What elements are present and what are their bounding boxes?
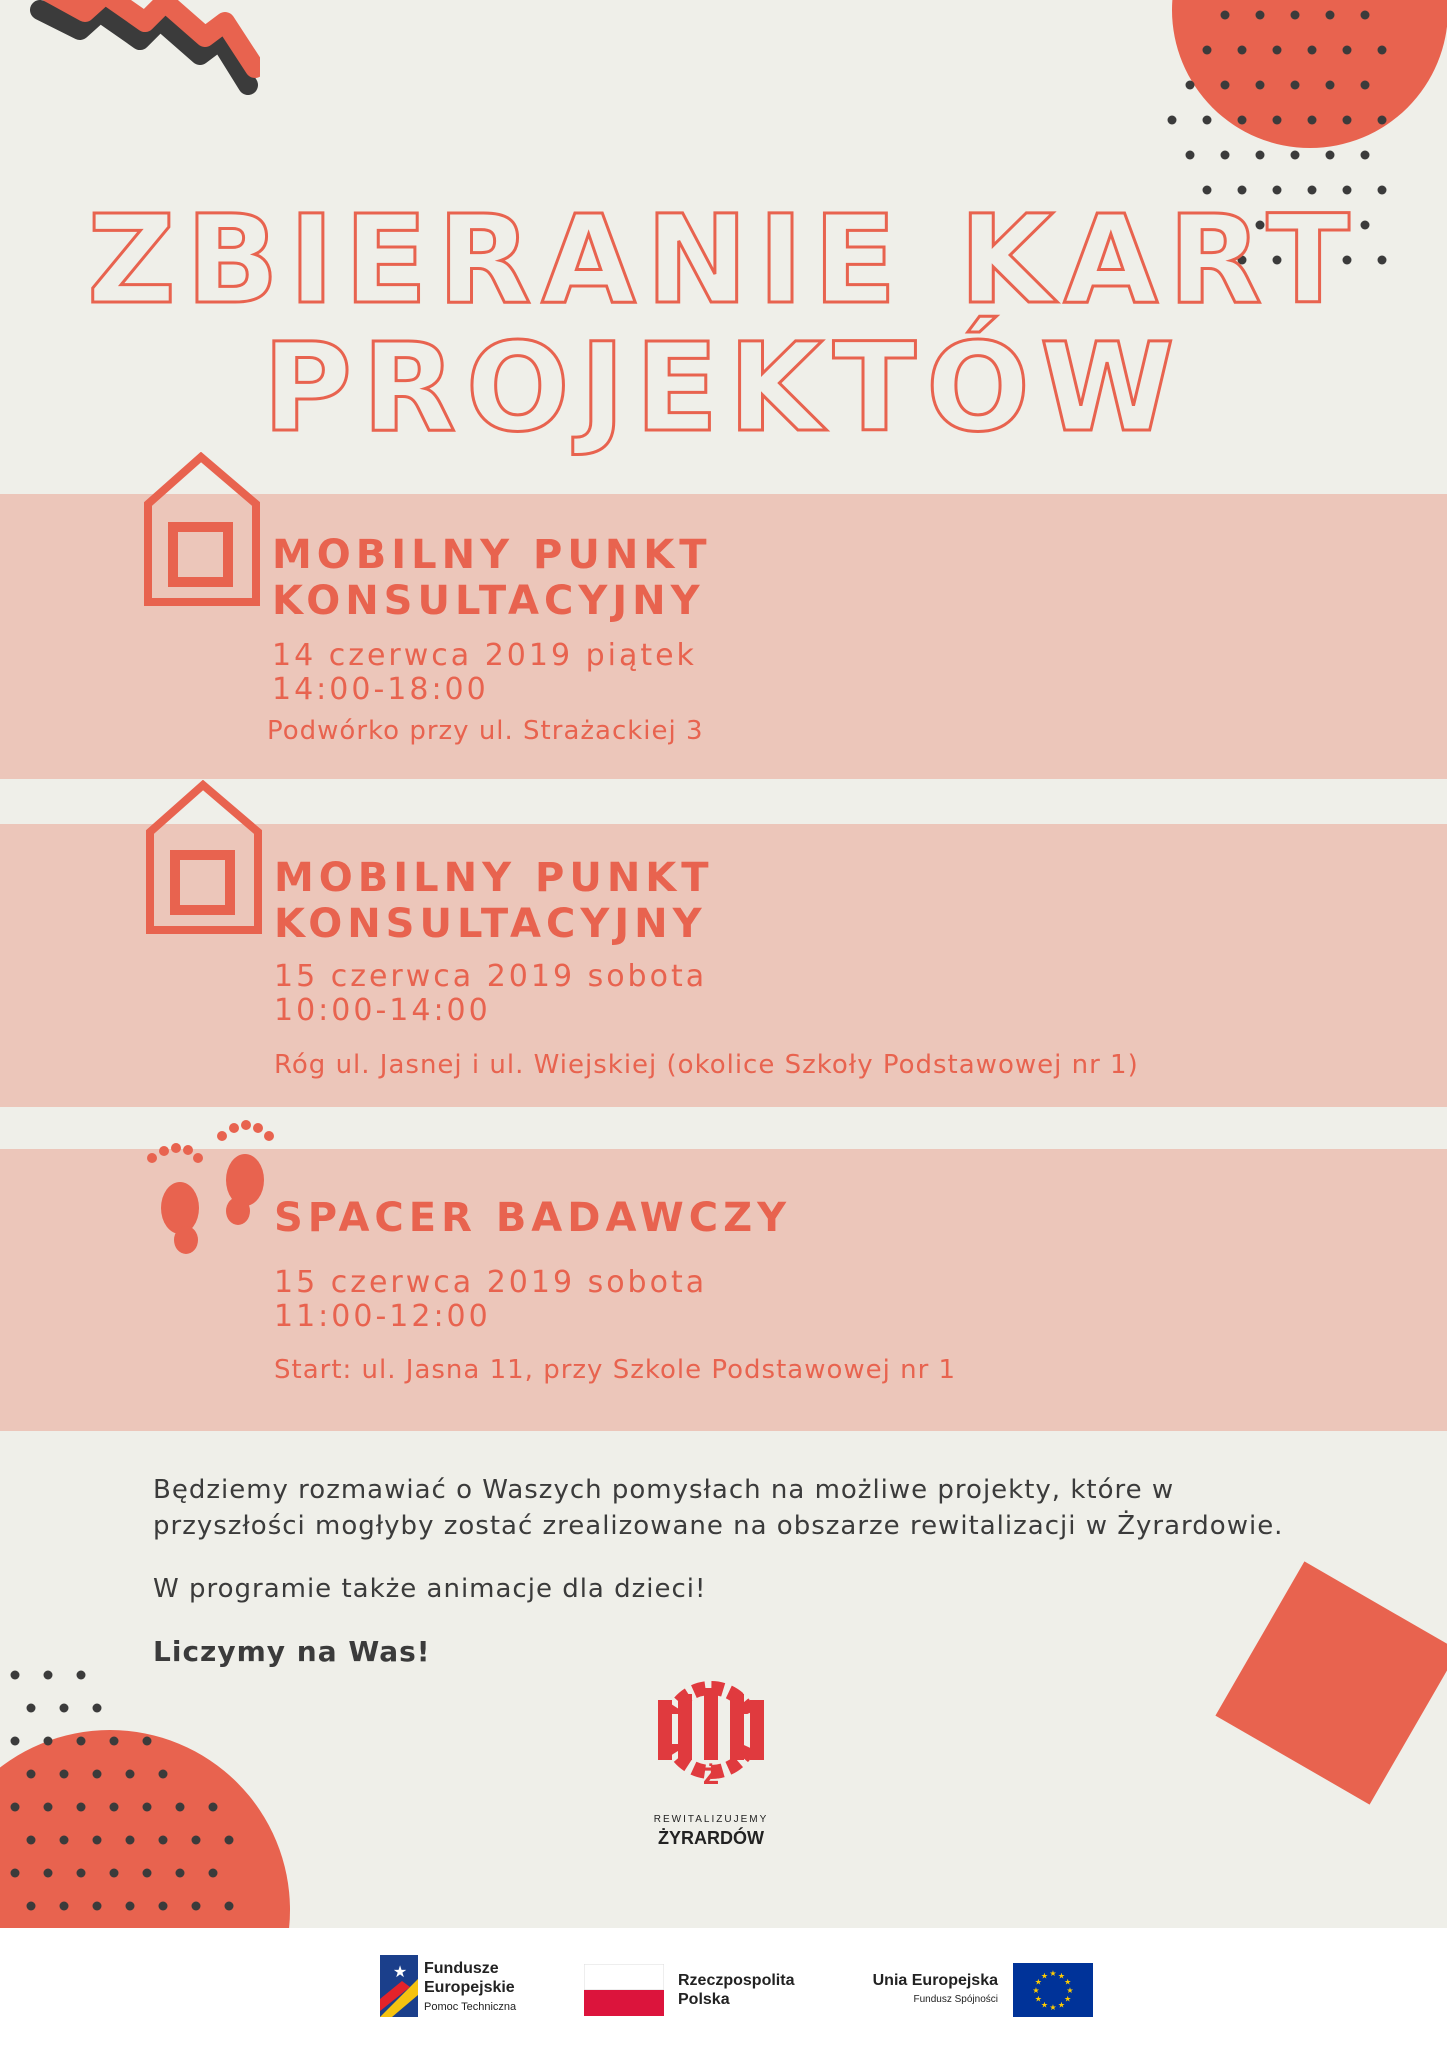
page-title-line1: ZBIERANIE KART: [87, 189, 1360, 331]
decor-dot: [27, 1704, 36, 1713]
footer-ue-line2: Fundusz Spójności: [913, 1994, 998, 2005]
eu-star: ★: [1032, 1986, 1040, 1995]
event-1-place: Podwórko przy ul. Strażackiej 3: [267, 716, 704, 746]
event-2-place: Róg ul. Jasnej i ul. Wiejskiej (okolice Szkoły Podstawowej nr 1): [274, 1050, 1139, 1080]
event-2-time: 10:00-14:00: [274, 993, 491, 1028]
decor-dot: [1343, 46, 1352, 55]
decor-dot: [77, 1671, 86, 1680]
decor-dot: [77, 1869, 86, 1878]
square-decoration: [1215, 1561, 1447, 1804]
house-icon: [145, 780, 263, 935]
decor-dot: [27, 1836, 36, 1845]
svg-text:Ż: Ż: [703, 1765, 719, 1790]
event-1-date: 14 czerwca 2019 piątek: [272, 638, 697, 673]
decor-dot: [1378, 46, 1387, 55]
house-icon: [143, 452, 261, 607]
decor-dot: [1291, 81, 1300, 90]
event-2-title-line1: MOBILNY PUNKT: [274, 855, 714, 901]
description-line1: Będziemy rozmawiać o Waszych pomysłach na możliwe projekty, które w: [153, 1475, 1175, 1505]
decor-dot: [93, 1770, 102, 1779]
event-3-time: 11:00-12:00: [274, 1299, 491, 1334]
decor-dot: [1308, 46, 1317, 55]
rewitalizujemy-logo-icon: [646, 1680, 776, 1790]
zigzag-decoration: [30, 0, 260, 140]
decor-dot: [176, 1869, 185, 1878]
decor-dot: [11, 1869, 20, 1878]
eu-star: ★: [1057, 2000, 1066, 2010]
eu-star: ★: [1066, 1986, 1074, 1995]
decor-dot: [1326, 11, 1335, 20]
decor-dot: [1361, 11, 1370, 20]
decor-dot: [143, 1803, 152, 1812]
decor-dot: [1308, 116, 1317, 125]
decor-dot: [1273, 46, 1282, 55]
polish-flag-icon: [584, 1964, 664, 2016]
decor-dot: [1378, 116, 1387, 125]
decor-dot: [1256, 151, 1265, 160]
eu-star: ★: [1034, 1977, 1042, 1987]
svg-text:★: ★: [392, 1962, 408, 1981]
eu-star: ★: [1064, 1977, 1072, 1987]
decor-dot: [93, 1836, 102, 1845]
decor-dot: [1291, 151, 1300, 160]
decor-dot: [143, 1737, 152, 1746]
decor-dot: [60, 1770, 69, 1779]
decor-dot: [44, 1869, 53, 1878]
closing-text: Liczymy na Was!: [153, 1635, 431, 1668]
event-2-date: 15 czerwca 2019 sobota: [274, 959, 708, 994]
decor-dot: [1221, 81, 1230, 90]
eu-flag-icon: [1013, 1963, 1093, 2017]
decor-dot: [93, 1704, 102, 1713]
decor-dot: [209, 1803, 218, 1812]
page-title-line2: PROJEKTÓW: [262, 317, 1185, 459]
eu-star: ★: [1064, 1994, 1072, 2004]
eu-star: ★: [1057, 1971, 1066, 1981]
decor-dot: [44, 1737, 53, 1746]
decor-dot: [110, 1737, 119, 1746]
decor-dot: [60, 1704, 69, 1713]
decor-dot: [225, 1902, 234, 1911]
event-3-place: Start: ul. Jasna 11, przy Szkole Podstawowej nr 1: [274, 1355, 957, 1385]
decor-dot: [77, 1737, 86, 1746]
decor-dot: [110, 1803, 119, 1812]
decor-dot: [1291, 11, 1300, 20]
eu-star: ★: [1049, 2003, 1057, 2012]
eu-star: ★: [1040, 2000, 1049, 2010]
decor-dot: [110, 1869, 119, 1878]
decor-dot: [1343, 116, 1352, 125]
footer-rp-line2: Polska: [678, 1991, 730, 2008]
eu-star: ★: [1040, 1971, 1049, 1981]
description-line2: przyszłości mogłyby zostać zrealizowane na obszarze rewitalizacji w Żyrardowie.: [153, 1511, 1284, 1541]
decor-dot: [159, 1902, 168, 1911]
footer-fe-line2: Europejskie: [424, 1979, 515, 1996]
decor-dot: [1203, 116, 1212, 125]
footer-fe-line3: Pomoc Techniczna: [424, 2001, 517, 2013]
event-3-date: 15 czerwca 2019 sobota: [274, 1265, 708, 1300]
decor-dot: [126, 1770, 135, 1779]
decor-dot: [27, 1902, 36, 1911]
decor-dot: [1256, 11, 1265, 20]
decor-dot: [1221, 11, 1230, 20]
decor-dot: [1361, 81, 1370, 90]
decor-dot: [176, 1803, 185, 1812]
decor-dot: [1168, 116, 1177, 125]
decor-dot: [44, 1671, 53, 1680]
decor-dot: [1186, 151, 1195, 160]
decor-dot: [1326, 81, 1335, 90]
event-2-title-line2: KONSULTACYJNY: [274, 901, 707, 947]
decor-dot: [11, 1671, 20, 1680]
event-1-title-line1: MOBILNY PUNKT: [272, 532, 712, 578]
fundusze-europejskie-flag-icon: [380, 1955, 418, 2017]
footer-fe-line1: Fundusze: [424, 1960, 499, 1977]
decor-dot: [1203, 46, 1212, 55]
footer-ue-line1: Unia Europejska: [872, 1972, 998, 1989]
decor-dot: [1221, 151, 1230, 160]
decor-dot: [209, 1869, 218, 1878]
decor-dot: [77, 1803, 86, 1812]
event-3-title: SPACER BADAWCZY: [274, 1195, 792, 1241]
decor-dot: [11, 1803, 20, 1812]
decor-dot: [143, 1869, 152, 1878]
event-1-title-line2: KONSULTACYJNY: [272, 578, 705, 624]
children-animation-note: W programie także animacje dla dzieci!: [153, 1574, 707, 1604]
decor-dot: [192, 1836, 201, 1845]
decor-dot: [1238, 116, 1247, 125]
event-1-time: 14:00-18:00: [272, 672, 489, 707]
decor-dot: [1186, 81, 1195, 90]
decor-dot: [1256, 81, 1265, 90]
logo-small-text: REWITALIZUJEMY: [653, 1814, 769, 1825]
footprints-icon: [142, 1118, 282, 1258]
decor-dot: [11, 1737, 20, 1746]
decor-dot: [1238, 46, 1247, 55]
logo-city-name: ŻYRARDÓW: [658, 1828, 764, 1848]
decor-dot: [159, 1836, 168, 1845]
eu-star: ★: [1034, 1994, 1042, 2004]
eu-star: ★: [1049, 1969, 1057, 1978]
decor-dot: [93, 1902, 102, 1911]
decor-dot: [126, 1836, 135, 1845]
decor-dot: [159, 1770, 168, 1779]
decor-dot: [1273, 116, 1282, 125]
decor-dot: [60, 1836, 69, 1845]
decor-dot: [192, 1902, 201, 1911]
decor-dot: [225, 1836, 234, 1845]
decor-dot: [44, 1803, 53, 1812]
footer-rp-line1: Rzeczpospolita: [678, 1972, 795, 1989]
decor-dot: [1326, 151, 1335, 160]
decor-dot: [1361, 151, 1370, 160]
decor-dot: [27, 1770, 36, 1779]
dotted-circle-decoration: [0, 1660, 360, 1930]
decor-dot: [126, 1902, 135, 1911]
decor-dot: [60, 1902, 69, 1911]
